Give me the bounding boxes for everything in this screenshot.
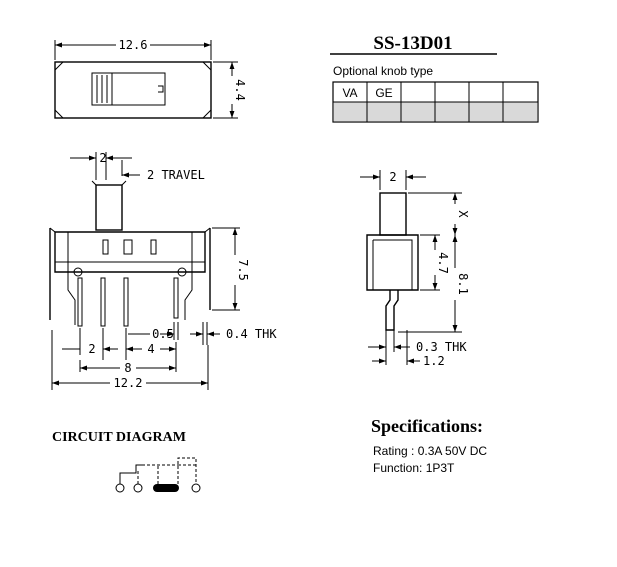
knob-height-label: X	[456, 210, 470, 218]
contact-4	[192, 484, 200, 492]
contact-2	[134, 484, 142, 492]
knob-table	[333, 82, 538, 122]
contact-1	[116, 484, 124, 492]
spec-title: Specifications:	[371, 416, 483, 436]
specifications	[371, 416, 487, 475]
title-block	[330, 33, 538, 122]
left-pitch-label: 2	[88, 342, 96, 356]
travel-label: 2 TRAVEL	[147, 168, 205, 182]
terminal-thickness-label: 0.3 THK	[416, 340, 467, 354]
front-height-label: 7.5	[236, 259, 250, 281]
knob-option-ge: GE	[375, 86, 393, 100]
spec-function: Function: 1P3T	[373, 461, 455, 475]
total-height-label: 8.1	[456, 273, 470, 295]
front-view	[50, 151, 277, 390]
side-view-body	[367, 235, 418, 290]
top-view-body	[55, 62, 211, 118]
side-view	[360, 170, 470, 368]
front-view-pins	[74, 268, 186, 326]
side-view-knob	[380, 193, 406, 235]
terminal-offset-label: 1.2	[423, 354, 445, 368]
body-height-label: 4.7	[436, 252, 450, 274]
knob-type-label: Optional knob type	[333, 64, 434, 78]
circuit-diagram	[52, 430, 200, 492]
slider-contact	[153, 484, 179, 492]
spec-rating: Rating : 0.3A 50V DC	[373, 444, 488, 458]
circuit-title: CIRCUIT DIAGRAM	[52, 430, 186, 445]
top-view	[55, 38, 247, 118]
slider-window	[92, 73, 165, 105]
pin-gap-label: 0.5	[152, 327, 174, 341]
front-view-knob	[96, 185, 122, 230]
span-label: 8	[124, 361, 132, 375]
pin-thickness-label: 0.4 THK	[226, 327, 277, 341]
total-width-label: 12.2	[113, 376, 143, 390]
travel-width-label: 2	[99, 151, 107, 165]
knob-option-va: VA	[342, 86, 358, 100]
top-view-height-label: 4.4	[233, 79, 247, 101]
part-number: SS-13D01	[373, 33, 453, 54]
side-knob-width-label: 2	[389, 170, 397, 184]
top-view-width-label: 12.6	[118, 38, 148, 52]
front-view-body	[55, 232, 205, 272]
pitch-label: 4	[147, 342, 155, 356]
